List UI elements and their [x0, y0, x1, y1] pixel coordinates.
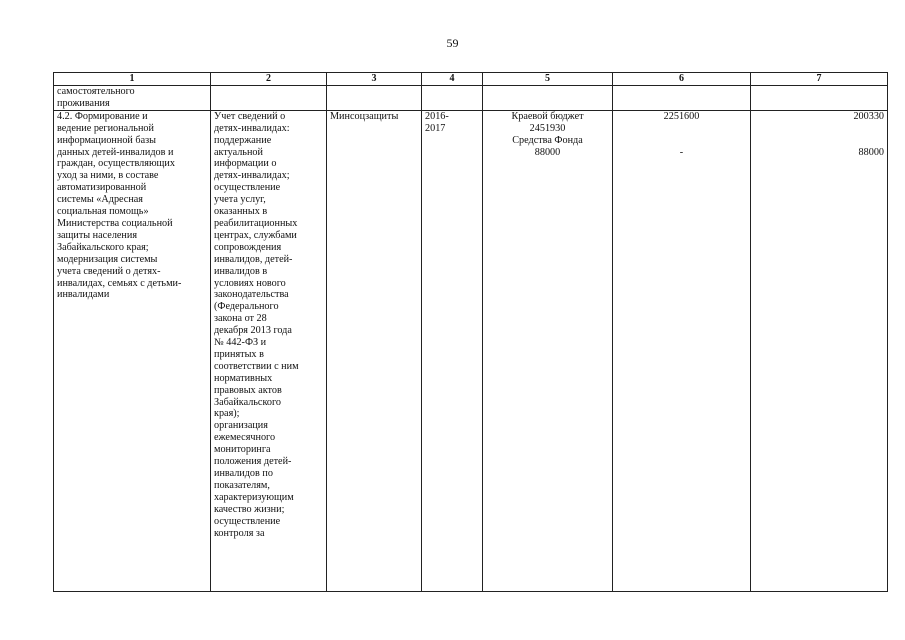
executor-cell	[327, 110, 422, 591]
amount-col7-regional: 200330	[853, 110, 884, 122]
measure-name-text: 4.2. Формирование и ведение региональной информационной базы данных детей-инвалидов и граждан, осуществляющих уход за ними, в составе автоматизированной системы «Адресная социальная помощь» Министерства социальной защиты населения Забайкальского края; модернизация системы учета сведений о детях- инвалидах, семьях с детьми- инвалидами	[57, 110, 182, 301]
program-measures-table	[53, 72, 888, 592]
column-header-7: 7	[751, 73, 888, 86]
empty-cell	[483, 86, 613, 111]
column-header-2: 2	[211, 73, 327, 86]
empty-cell	[613, 86, 751, 111]
table-row-continuation	[54, 86, 888, 111]
column-header-5: 5	[483, 73, 613, 86]
empty-cell	[327, 86, 422, 111]
table-header-row	[54, 73, 888, 86]
amount-col6-regional: 2251600	[663, 110, 700, 122]
continuation-measure-text: самостоятельного проживания	[57, 86, 135, 109]
measure-content-cell	[211, 110, 327, 591]
empty-cell	[422, 86, 483, 111]
measure-name-cell	[54, 110, 211, 591]
measure-content-text: Учет сведений о детях-инвалидах: поддержание актуальной информации о детях-инвалидах; осуществление учета услуг, оказанных в реабилитационных центрах, службами сопровождения инвалидов, детей- инвалидов в условиях нового законодательства (Федерального закона от 28 декабря 2013 года № 442-ФЗ и принятых в соответствии с ним нормативных правовых актов Забайкальского края); организация ежемесячного мониторинга положения детей- инвалидов по показателям, характеризующим качество жизни; осуществление контроля за	[214, 110, 299, 539]
funding-source-cell	[483, 110, 613, 591]
column-header-6: 6	[613, 73, 751, 86]
continuation-measure-cell	[54, 86, 211, 111]
column-header-4: 4	[422, 73, 483, 86]
amount-col7-fund: 88000	[858, 146, 884, 158]
table-row-measure-4-2	[54, 110, 888, 591]
period-cell	[422, 110, 483, 591]
funding-source-text: Краевой бюджет 2451930 Средства Фонда 88000	[511, 110, 584, 158]
amount-col6-cell	[613, 110, 751, 591]
column-header-3: 3	[327, 73, 422, 86]
spacer	[616, 123, 747, 147]
period-text: 2016- 2017	[425, 110, 449, 134]
empty-cell	[751, 86, 888, 111]
column-header-1: 1	[54, 73, 211, 86]
spacer	[754, 123, 884, 147]
page-number: 59	[446, 36, 459, 50]
amount-col7-cell	[751, 110, 888, 591]
empty-cell	[211, 86, 327, 111]
executor-text: Минсоцзащиты	[330, 110, 399, 122]
amount-col6-fund: -	[679, 146, 684, 158]
